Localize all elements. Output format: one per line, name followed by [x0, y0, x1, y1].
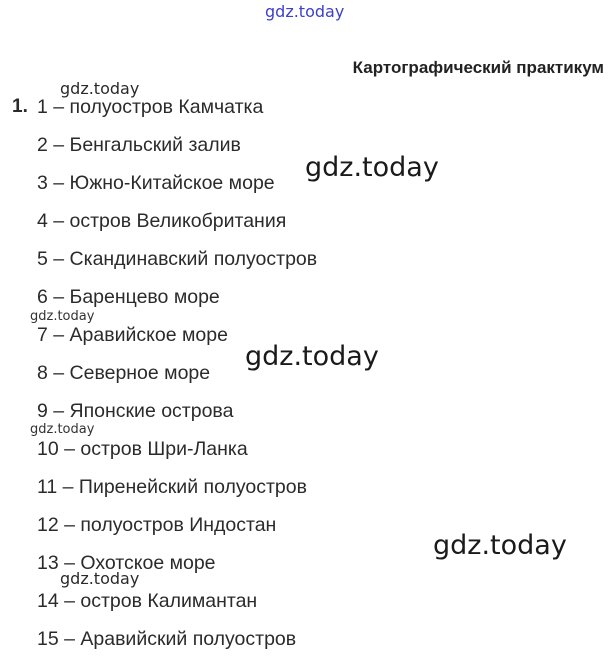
answer-item-8: 8 – Северное море: [37, 362, 211, 384]
task-number: 1.: [12, 96, 28, 117]
answer-item-12: 12 – полуостров Индостан: [37, 514, 277, 536]
watermark: gdz.today: [30, 309, 95, 324]
answer-item-11: 11 – Пиренейский полуостров: [37, 476, 307, 498]
answer-item-6: 6 – Баренцево море: [37, 286, 220, 308]
answer-item-5: 5 – Скандинавский полуостров: [37, 248, 318, 270]
answer-item-7: 7 – Аравийское море: [37, 324, 228, 346]
watermark: gdz.today: [433, 530, 567, 561]
answer-item-1: 1 – полуостров Камчатка: [37, 96, 264, 118]
answer-item-9: 9 – Японские острова: [37, 400, 234, 422]
answer-item-13: 13 – Охотское море: [37, 552, 216, 574]
watermark: gdz.today: [60, 79, 140, 98]
answer-item-10: 10 – остров Шри-Ланка: [37, 438, 248, 460]
answer-item-2: 2 – Бенгальский залив: [37, 134, 241, 156]
answer-item-14: 14 – остров Калимантан: [37, 590, 258, 612]
watermark: gdz.today: [245, 341, 379, 372]
watermark: gdz.today: [305, 152, 439, 183]
answer-item-15: 15 – Аравийский полуостров: [37, 628, 297, 650]
watermark: gdz.today: [60, 569, 140, 588]
section-title: Картографический практикум: [352, 58, 604, 77]
answer-item-3: 3 – Южно-Китайское море: [37, 172, 275, 194]
header-watermark: gdz.today: [265, 2, 345, 21]
answer-item-4: 4 – остров Великобритания: [37, 210, 287, 232]
watermark: gdz.today: [30, 422, 95, 437]
